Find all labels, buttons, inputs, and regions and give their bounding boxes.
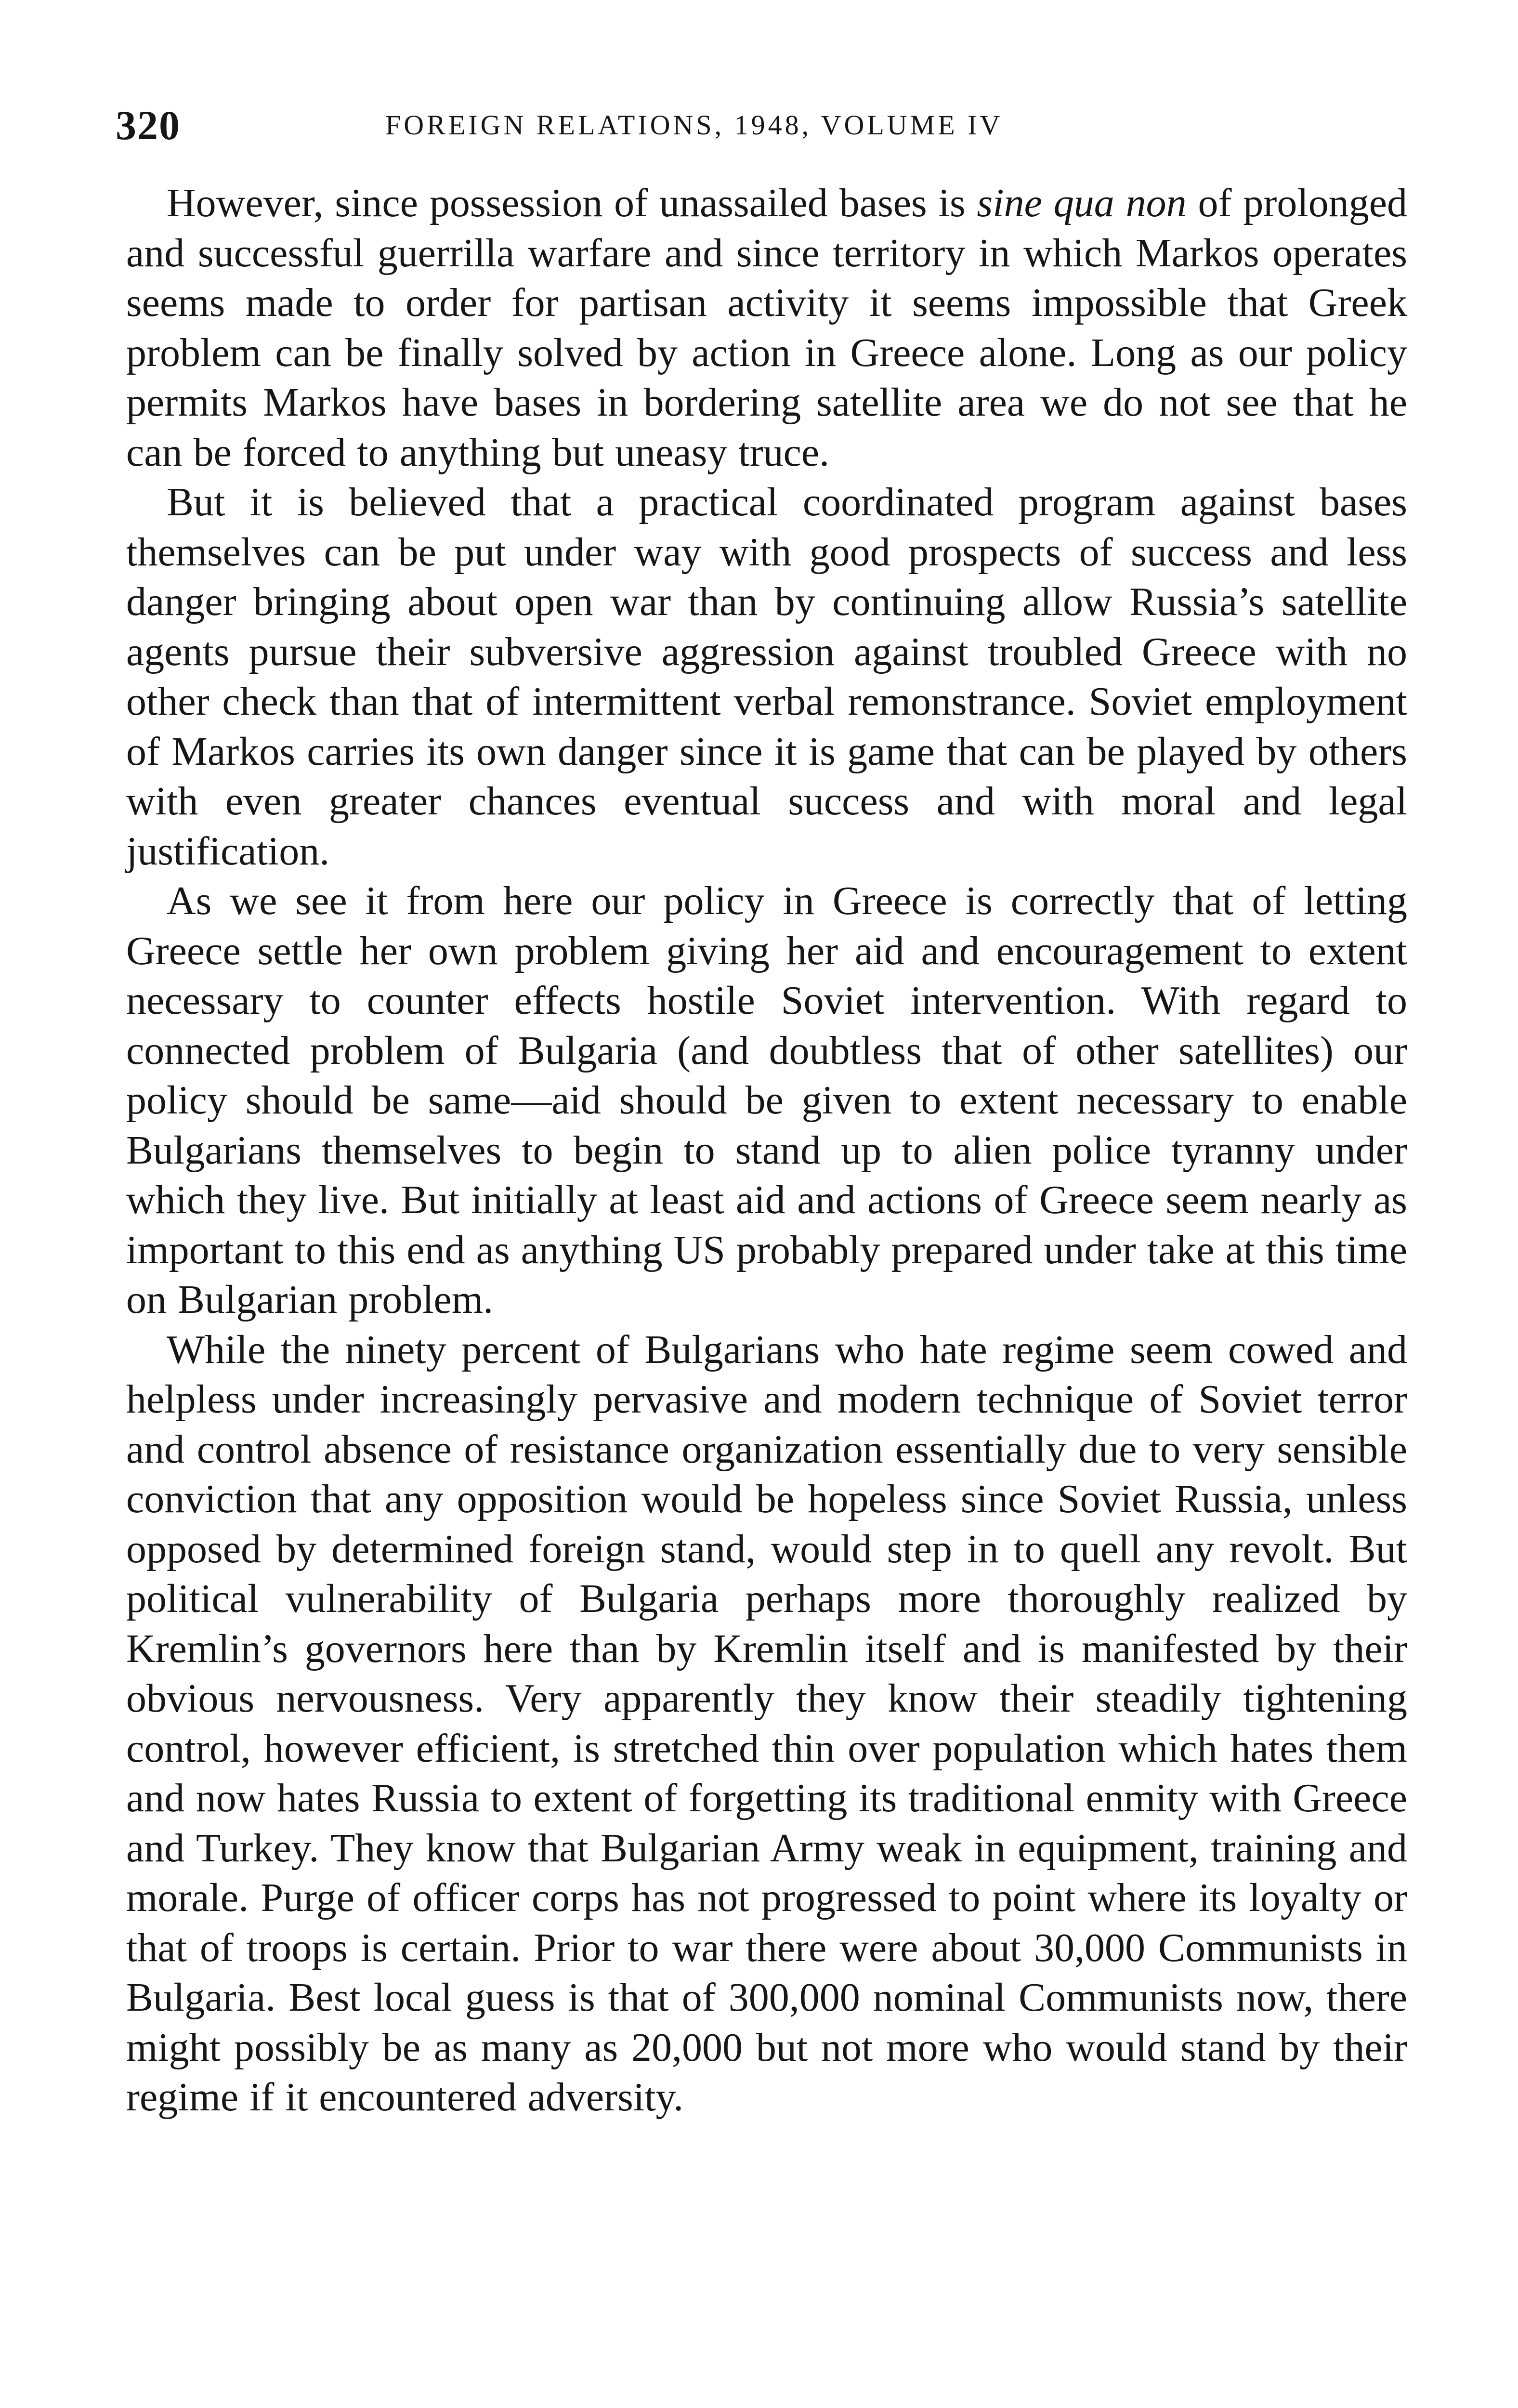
- running-title: FOREIGN RELATIONS, 1948, VOLUME IV: [385, 109, 1003, 141]
- running-header: [116, 99, 1416, 152]
- paragraph-2: But it is believed that a practical coordinated program against bases themselves can be put under way with good prospects of success and less danger bringing about open war than by continuing allow Russia’s satellite agents pursue their subversive aggression against troubled Greece with no other check than that of intermittent verbal remonstrance. Soviet employment of Markos carries its own danger since it is game that can be played by others with even greater chances eventual success and with moral and legal justification.: [126, 480, 1407, 874]
- paragraph-1-lead: However, since possession of unassailed bases is: [167, 181, 977, 225]
- body-text: [126, 178, 1407, 2345]
- paragraph-4: While the ninety percent of Bulgarians who hate regime seem cowed and helpless under increasingly pervasive and modern technique of Soviet terror and control absence of resistance organization essentially due to very sensible conviction that any opposition would be hopeless since Soviet Russia, unless opposed by determined foreign stand, would step in to quell any revolt. But political vulnerability of Bulgaria perhaps more thoroughly realized by Kremlin’s governors here than by Kremlin itself and is manifested by their obvious nervousness. Very apparently they know their steadily tightening control, however efficient, is stretched thin over population which hates them and now hates Russia to extent of forgetting its traditional enmity with Greece and Turkey. They know that Bulgarian Army weak in equipment, training and morale. Purge of officer corps has not progressed to point where its loyalty or that of troops is certain. Prior to war there were about 30,000 Communists in Bulgaria. Best local guess is that of 300,000 nominal Communists now, there might possibly be as many as 20,000 but not more who would stand by their regime if it encountered adversity.: [126, 1327, 1407, 2120]
- paragraph-3: As we see it from here our policy in Greece is correctly that of letting Greece settle her own problem giving her aid and encouragement to extent necessary to counter effects hostile Soviet intervention. With regard to connected problem of Bulgaria (and doubtless that of other satellites) our policy should be same—aid should be given to extent necessary to enable Bulgarians themselves to begin to stand up to alien police tyranny under which they live. But initially at least aid and actions of Greece seem nearly as important to this end as anything US probably prepared under take at this time on Bulgarian problem.: [126, 878, 1407, 1322]
- page-number: 320: [116, 102, 181, 148]
- paragraph-1: [126, 178, 1407, 477]
- latin-phrase: sine qua non: [977, 181, 1187, 225]
- paragraph-1-rest: of prolonged and successful guerrilla warfare and since territory in which Markos operates seems made to order for partisan activity it seems impossible that Greek problem can be finally solved by action in Greece alone. Long as our policy permits Markos have bases in bordering satellite area we do not see that he can be forced to anything but uneasy truce.: [126, 181, 1407, 475]
